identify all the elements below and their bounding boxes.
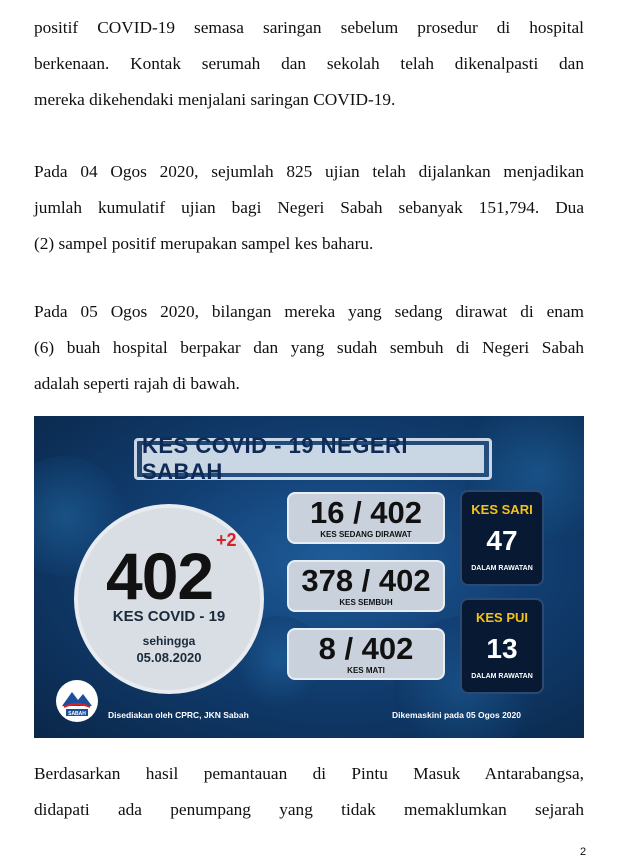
since-date: 05.08.2020: [136, 650, 202, 665]
page-number: 2: [580, 846, 587, 858]
text-line: didapati ada penumpang yang tidak memaklumkan sejarah: [34, 800, 584, 819]
stat-under-treatment: [287, 492, 445, 544]
since-label: sehingga: [142, 634, 196, 648]
stat-caption: KES SEDANG DIRAWAT: [320, 530, 412, 539]
text-line: berkenaan. Kontak serumah dan sekolah telah dikenalpasti dan: [34, 54, 584, 73]
stat-caption: KES SEMBUH: [339, 598, 393, 607]
prepared-by: Disediakan oleh CPRC, JKN Sabah: [108, 710, 249, 720]
updated-date: Dikemaskini pada 05 Ogos 2020: [392, 710, 521, 720]
text-line: jumlah kumulatif ujian bagi Negeri Sabah sebanyak 151,794. Dua: [34, 198, 584, 217]
svg-text:SABAH: SABAH: [68, 711, 86, 717]
side-caption: DALAM RAWATAN: [471, 565, 533, 572]
paragraph-2: [34, 154, 584, 262]
text-line: (6) buah hospital berpakar dan yang sudah sembuh di Negeri Sabah: [34, 338, 584, 357]
mountain-logo-icon: [56, 680, 98, 722]
sari-box: [460, 490, 544, 586]
paragraph-4: [34, 756, 584, 828]
total-cases: 402: [106, 539, 214, 613]
stat-value: 378 / 402: [301, 563, 431, 598]
jkn-sabah-logo: [56, 680, 98, 722]
total-label: KES COVID - 19: [112, 608, 226, 625]
total-increment: +2: [216, 530, 237, 550]
pui-box: [460, 598, 544, 694]
infographic-title: KES COVID - 19 NEGERI SABAH: [142, 445, 484, 473]
infographic-title-banner: [134, 433, 492, 484]
text-line: Pada 04 Ogos 2020, sejumlah 825 ujian telah dijalankan menjadikan: [34, 162, 584, 181]
text-line: adalah seperti rajah di bawah.: [34, 374, 240, 393]
text-line: mereka dikehendaki menjalani saringan COVID-19.: [34, 90, 396, 109]
text-line: (2) sampel positif merupakan sampel kes baharu.: [34, 234, 374, 253]
stat-caption: KES MATI: [347, 666, 385, 675]
stat-value: 8 / 402: [318, 631, 414, 666]
side-title: KES SARI: [471, 502, 533, 517]
paragraph-3: [34, 294, 584, 402]
side-value: 47: [486, 525, 518, 556]
stat-deaths: [287, 628, 445, 680]
side-caption: DALAM RAWATAN: [471, 673, 533, 680]
text-line: Pada 05 Ogos 2020, bilangan mereka yang sedang dirawat di enam: [34, 302, 584, 321]
covid-infographic: [34, 416, 584, 738]
text-line: positif COVID-19 semasa saringan sebelum prosedur di hospital: [34, 18, 584, 37]
stat-value: 16 / 402: [309, 495, 423, 530]
text-line: Berdasarkan hasil pemantauan di Pintu Masuk Antarabangsa,: [34, 764, 584, 783]
side-value: 13: [486, 633, 518, 664]
stat-recovered: [287, 560, 445, 612]
paragraph-1: [34, 10, 584, 118]
side-title: KES PUI: [475, 610, 528, 625]
total-cases-circle: [74, 504, 264, 694]
